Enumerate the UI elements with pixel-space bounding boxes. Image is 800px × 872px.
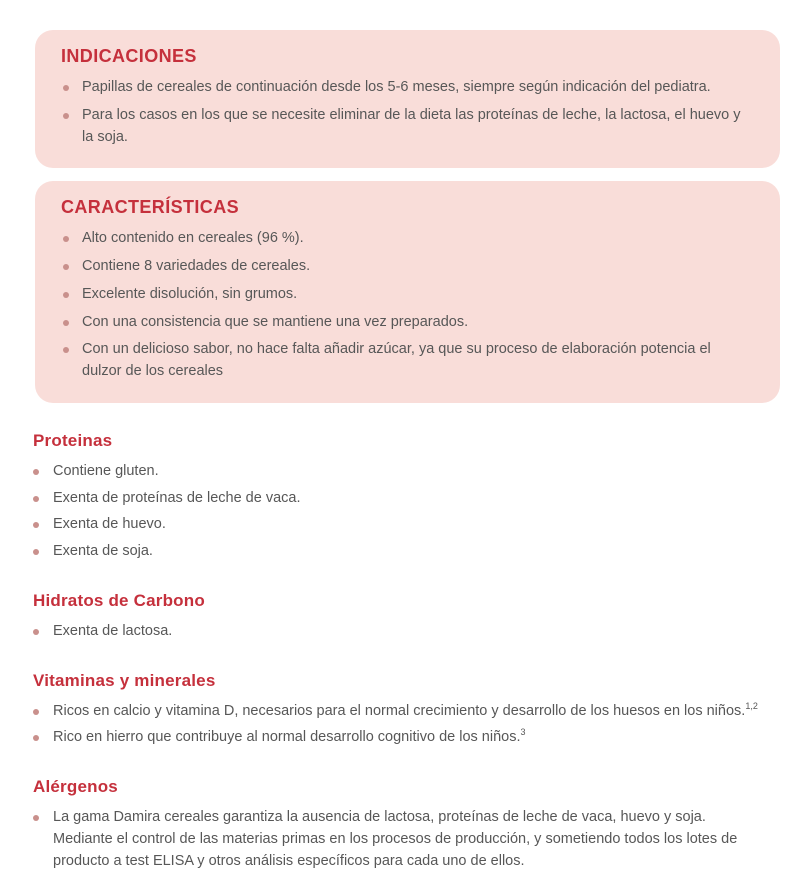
list-item (61, 228, 754, 250)
list-item (33, 621, 780, 643)
caracteristicas-title: CARACTERÍSTICAS (61, 197, 240, 218)
list-item (61, 105, 754, 149)
bullet-icon (33, 496, 39, 502)
bullet-icon (33, 522, 39, 528)
vitaminas-section (33, 671, 780, 750)
list-item-text: La gama Damira cereales garantiza la ausencia de lactosa, proteínas de leche de vaca, huevo y soja. Mediante el control de las materias primas en los procesos de producción, y sometiendo todos los lotes de producto a test ELISA y otros análisis específicos para cada uno de ellos. (53, 809, 738, 869)
bullet-icon (63, 347, 69, 353)
alergenos-title: Alérgenos (33, 777, 118, 796)
proteinas-section (33, 431, 780, 563)
bullet-icon (63, 236, 69, 242)
list-item (61, 339, 754, 383)
hidratos-title: Hidratos de Carbono (33, 590, 205, 610)
hidratos-list (33, 621, 780, 643)
caracteristicas-list (61, 228, 754, 383)
caracteristicas-panel (35, 181, 780, 403)
bullet-icon (33, 815, 39, 821)
bullet-icon (33, 629, 39, 635)
hidratos-section (33, 591, 780, 643)
list-item-text: Ricos en calcio y vitamina D, necesarios para el normal crecimiento y desarrollo de los huesos en los niños.$^{1,2}$ (53, 700, 758, 719)
proteinas-title: Proteinas (33, 430, 113, 450)
list-item (61, 312, 754, 334)
list-item (33, 541, 780, 563)
alergenos-list (33, 807, 780, 872)
vitaminas-title: Vitaminas y minerales (33, 670, 216, 690)
list-item-text: Papillas de cereales de continuación desde los 5-6 meses, siempre según indicación del pediatra. (82, 79, 711, 95)
list-item (61, 256, 754, 278)
list-item (33, 807, 780, 872)
list-item (33, 727, 780, 749)
indicaciones-list (61, 77, 754, 148)
bullet-icon (33, 735, 39, 741)
indicaciones-panel (35, 30, 780, 168)
list-item-text: Con una consistencia que se mantiene una vez preparados. (82, 313, 469, 330)
list-item (61, 77, 754, 99)
list-item (61, 284, 754, 306)
list-item (33, 461, 780, 483)
list-item-text: Excelente disolución, sin grumos. (82, 285, 298, 302)
footnote-superscript: 1,2 (745, 700, 758, 711)
alergenos-section (33, 777, 780, 872)
bullet-icon (63, 292, 69, 298)
list-item-text: Exenta de lactosa. (53, 622, 173, 639)
footnote-superscript: 3 (520, 727, 526, 738)
bullet-icon (33, 469, 39, 475)
bullet-icon (33, 549, 39, 555)
list-item-text: Alto contenido en cereales (96 %). (82, 230, 304, 247)
list-item-text: Con un delicioso sabor, no hace falta añadir azúcar, ya que su proceso de elaboración potencia el dulzor de los cereales (82, 341, 711, 379)
bullet-icon (63, 85, 69, 91)
list-item-text: Rico en hierro que contribuye al normal desarrollo cognitivo de los niños.$^3$ (53, 727, 526, 746)
list-item-text: Para los casos en los que se necesite eliminar de la dieta las proteínas de leche, la lactosa, el huevo y la soja. (82, 106, 741, 145)
list-item-text: Exenta de soja. (53, 543, 153, 559)
list-item-text: Contiene 8 variedades de cereales. (82, 258, 311, 274)
vitaminas-list (33, 701, 780, 750)
list-item (33, 488, 780, 510)
indicaciones-title: INDICACIONES (61, 46, 197, 66)
bullet-icon (63, 264, 69, 270)
proteinas-list (33, 461, 780, 563)
list-item-text: Contiene gluten. (53, 462, 159, 479)
list-item (33, 514, 780, 536)
bullet-icon (63, 320, 69, 326)
bullet-icon (33, 709, 39, 715)
bullet-icon (63, 113, 69, 119)
list-item-text: Exenta de proteínas de leche de vaca. (53, 489, 301, 506)
list-item-text: Exenta de huevo. (53, 516, 166, 533)
list-item (33, 701, 780, 723)
